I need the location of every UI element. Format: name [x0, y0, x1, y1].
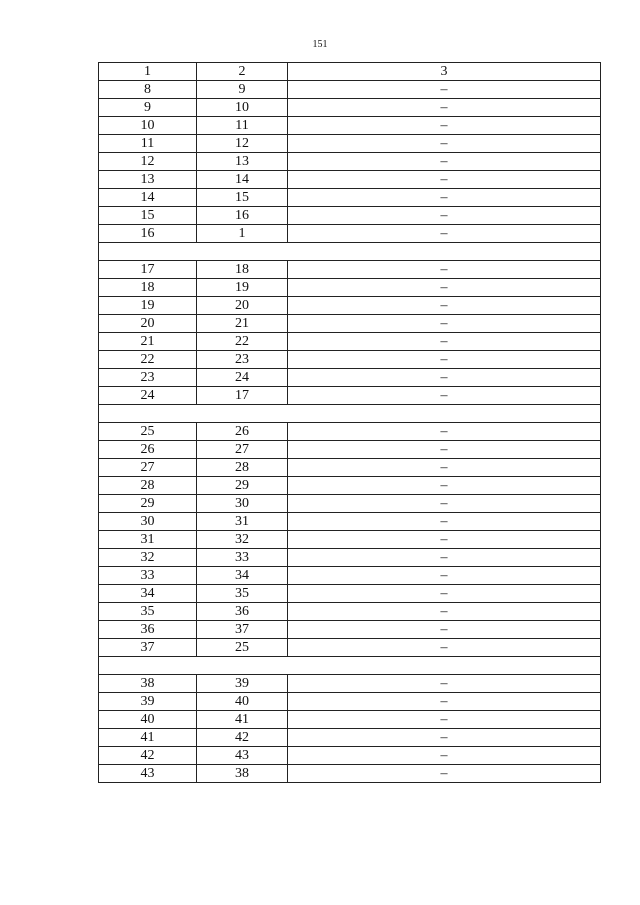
table-row: [99, 333, 601, 351]
group-separator-row: [99, 657, 601, 675]
table-cell-col-2: 10: [197, 99, 288, 117]
table-row: [99, 135, 601, 153]
table-cell-col-3: –: [288, 171, 601, 189]
table-cell-col-3: –: [288, 207, 601, 225]
table-cell-col-1: 30: [99, 513, 197, 531]
group-separator-cell: [99, 405, 601, 423]
table-cell-col-1: 17: [99, 261, 197, 279]
table-row: [99, 621, 601, 639]
table-cell-col-3: –: [288, 279, 601, 297]
table-cell-col-3: –: [288, 765, 601, 783]
group-separator-row: [99, 243, 601, 261]
table-cell-col-3: –: [288, 369, 601, 387]
table-row: [99, 99, 601, 117]
table-row: [99, 675, 601, 693]
table-cell-col-3: –: [288, 135, 601, 153]
table-cell-col-1: 12: [99, 153, 197, 171]
table-row: [99, 477, 601, 495]
table-cell-col-3: –: [288, 693, 601, 711]
table-header-row: [99, 63, 601, 81]
table-row: [99, 189, 601, 207]
table-row: [99, 81, 601, 99]
table-cell-col-2: 18: [197, 261, 288, 279]
table-cell-col-2: 12: [197, 135, 288, 153]
table-row: [99, 603, 601, 621]
table-cell-col-1: 39: [99, 693, 197, 711]
table-cell-col-2: 22: [197, 333, 288, 351]
table-cell-col-3: –: [288, 675, 601, 693]
table-cell-col-1: 13: [99, 171, 197, 189]
table-cell-col-2: 20: [197, 297, 288, 315]
table-cell-col-1: 19: [99, 297, 197, 315]
table-cell-col-3: –: [288, 81, 601, 99]
table-body: [99, 63, 601, 783]
table-row: [99, 441, 601, 459]
table-cell-col-2: 29: [197, 477, 288, 495]
table-cell-col-1: 33: [99, 567, 197, 585]
table-cell-col-3: –: [288, 747, 601, 765]
table-row: [99, 549, 601, 567]
table-cell-col-1: 18: [99, 279, 197, 297]
table-cell-col-2: 14: [197, 171, 288, 189]
table-cell-col-2: 9: [197, 81, 288, 99]
table-row: [99, 765, 601, 783]
table-row: [99, 585, 601, 603]
table-cell-col-2: 36: [197, 603, 288, 621]
table-cell-col-1: 43: [99, 765, 197, 783]
table-cell-col-3: –: [288, 153, 601, 171]
table-cell-col-3: –: [288, 567, 601, 585]
group-separator-cell: [99, 657, 601, 675]
table-row: [99, 729, 601, 747]
table-cell-col-3: –: [288, 711, 601, 729]
table-cell-col-2: 43: [197, 747, 288, 765]
table-row: [99, 297, 601, 315]
table-cell-col-2: 17: [197, 387, 288, 405]
table-cell-col-2: 28: [197, 459, 288, 477]
table-cell-col-1: 42: [99, 747, 197, 765]
table-row: [99, 387, 601, 405]
table-row: [99, 513, 601, 531]
table-row: [99, 117, 601, 135]
table-cell-col-2: 42: [197, 729, 288, 747]
table-cell-col-3: –: [288, 729, 601, 747]
table-row: [99, 171, 601, 189]
table-cell-col-2: 23: [197, 351, 288, 369]
table-cell-col-3: –: [288, 351, 601, 369]
table-cell-col-2: 19: [197, 279, 288, 297]
table-cell-col-2: 13: [197, 153, 288, 171]
table-cell-col-1: 27: [99, 459, 197, 477]
table-cell-col-1: 34: [99, 585, 197, 603]
table-cell-col-3: –: [288, 549, 601, 567]
table-cell-col-3: –: [288, 261, 601, 279]
table-cell-col-2: 15: [197, 189, 288, 207]
table-cell-col-1: 16: [99, 225, 197, 243]
table-cell-col-3: –: [288, 189, 601, 207]
table-row: [99, 639, 601, 657]
table-cell-col-2: 35: [197, 585, 288, 603]
table-cell-col-3: –: [288, 603, 601, 621]
table-cell-col-3: –: [288, 423, 601, 441]
table-row: [99, 153, 601, 171]
table-row: [99, 693, 601, 711]
table-cell-col-1: 15: [99, 207, 197, 225]
table-cell-col-1: 23: [99, 369, 197, 387]
table-cell-col-2: 26: [197, 423, 288, 441]
table-cell-col-1: 24: [99, 387, 197, 405]
table-row: [99, 207, 601, 225]
table-cell-col-1: 28: [99, 477, 197, 495]
table-row: [99, 495, 601, 513]
table-cell-col-3: –: [288, 639, 601, 657]
table-cell-col-1: 31: [99, 531, 197, 549]
table-cell-col-1: 22: [99, 351, 197, 369]
table-cell-col-3: –: [288, 459, 601, 477]
header-cell-2: 2: [197, 63, 288, 81]
table-cell-col-1: 14: [99, 189, 197, 207]
table-cell-col-1: 11: [99, 135, 197, 153]
table-cell-col-2: 30: [197, 495, 288, 513]
table-row: [99, 711, 601, 729]
table-cell-col-1: 25: [99, 423, 197, 441]
table-cell-col-1: 10: [99, 117, 197, 135]
data-table: [98, 62, 601, 783]
table-cell-col-2: 16: [197, 207, 288, 225]
table-cell-col-3: –: [288, 117, 601, 135]
table-cell-col-2: 25: [197, 639, 288, 657]
table-row: [99, 531, 601, 549]
table-cell-col-3: –: [288, 333, 601, 351]
table-cell-col-3: –: [288, 387, 601, 405]
table-cell-col-1: 32: [99, 549, 197, 567]
table-cell-col-3: –: [288, 441, 601, 459]
table-cell-col-3: –: [288, 297, 601, 315]
table-cell-col-3: –: [288, 585, 601, 603]
table-cell-col-1: 40: [99, 711, 197, 729]
table-row: [99, 279, 601, 297]
table-cell-col-1: 35: [99, 603, 197, 621]
table-row: [99, 351, 601, 369]
table-row: [99, 225, 601, 243]
table-cell-col-3: –: [288, 99, 601, 117]
table-cell-col-1: 36: [99, 621, 197, 639]
table-cell-col-1: 38: [99, 675, 197, 693]
table-cell-col-1: 21: [99, 333, 197, 351]
table-cell-col-3: –: [288, 495, 601, 513]
table-cell-col-3: –: [288, 531, 601, 549]
table-row: [99, 261, 601, 279]
table-cell-col-3: –: [288, 513, 601, 531]
table-cell-col-2: 27: [197, 441, 288, 459]
table-cell-col-1: 37: [99, 639, 197, 657]
table-row: [99, 315, 601, 333]
table-cell-col-1: 20: [99, 315, 197, 333]
header-cell-3: 3: [288, 63, 601, 81]
table-cell-col-1: 8: [99, 81, 197, 99]
header-cell-1: 1: [99, 63, 197, 81]
table-cell-col-1: 29: [99, 495, 197, 513]
table-cell-col-2: 21: [197, 315, 288, 333]
table-cell-col-2: 38: [197, 765, 288, 783]
table-row: [99, 423, 601, 441]
table-cell-col-2: 41: [197, 711, 288, 729]
group-separator-row: [99, 405, 601, 423]
table-cell-col-2: 31: [197, 513, 288, 531]
table-cell-col-2: 1: [197, 225, 288, 243]
table-row: [99, 747, 601, 765]
table-row: [99, 459, 601, 477]
table-cell-col-1: 9: [99, 99, 197, 117]
table-cell-col-3: –: [288, 477, 601, 495]
table-cell-col-2: 11: [197, 117, 288, 135]
table-row: [99, 369, 601, 387]
table-cell-col-2: 37: [197, 621, 288, 639]
table-cell-col-1: 26: [99, 441, 197, 459]
table-cell-col-3: –: [288, 315, 601, 333]
table-cell-col-3: –: [288, 621, 601, 639]
table-cell-col-3: –: [288, 225, 601, 243]
page-number: 151: [312, 39, 328, 50]
table-cell-col-2: 34: [197, 567, 288, 585]
table-cell-col-2: 40: [197, 693, 288, 711]
table-cell-col-2: 32: [197, 531, 288, 549]
table-cell-col-2: 39: [197, 675, 288, 693]
table-cell-col-1: 41: [99, 729, 197, 747]
group-separator-cell: [99, 243, 601, 261]
table-row: [99, 567, 601, 585]
table-cell-col-2: 33: [197, 549, 288, 567]
table-cell-col-2: 24: [197, 369, 288, 387]
